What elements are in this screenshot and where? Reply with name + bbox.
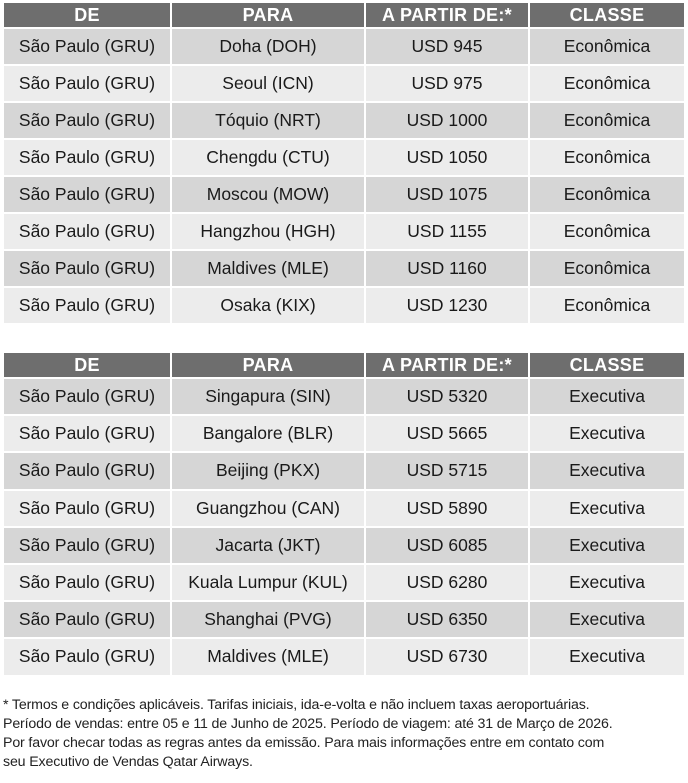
cell-from: São Paulo (GRU) xyxy=(4,64,170,101)
footnote-line: * Termos e condições aplicáveis. Tarifas iniciais, ida-e-volta e não incluem taxas aeroportuárias. xyxy=(3,697,590,713)
cell-price: USD 5665 xyxy=(364,414,528,451)
cell-class: Executiva xyxy=(528,414,684,451)
table-row xyxy=(4,489,684,526)
terms-footnote xyxy=(3,696,687,772)
header-price: A PARTIR DE:* xyxy=(364,353,528,377)
table-row xyxy=(4,600,684,637)
cell-price: USD 1155 xyxy=(364,212,528,249)
cell-to: Tóquio (NRT) xyxy=(170,101,364,138)
header-from: DE xyxy=(4,353,170,377)
cell-to: Singapura (SIN) xyxy=(170,377,364,414)
cell-price: USD 5320 xyxy=(364,377,528,414)
table-header-row xyxy=(4,353,684,377)
table-row xyxy=(4,27,684,64)
cell-price: USD 1075 xyxy=(364,175,528,212)
cell-class: Econômica xyxy=(528,101,684,138)
table-row xyxy=(4,212,684,249)
table-row xyxy=(4,451,684,488)
cell-price: USD 5890 xyxy=(364,489,528,526)
table-row xyxy=(4,637,684,674)
cell-to: Kuala Lumpur (KUL) xyxy=(170,563,364,600)
cell-to: Seoul (ICN) xyxy=(170,64,364,101)
footnote-line: Período de vendas: entre 05 e 11 de Junho de 2025. Período de viagem: até 31 de Março de 2026. xyxy=(3,716,613,732)
cell-price: USD 1160 xyxy=(364,249,528,286)
table-row xyxy=(4,175,684,212)
cell-from: São Paulo (GRU) xyxy=(4,377,170,414)
cell-from: São Paulo (GRU) xyxy=(4,637,170,674)
cell-price: USD 1230 xyxy=(364,286,528,323)
cell-class: Executiva xyxy=(528,526,684,563)
cell-class: Executiva xyxy=(528,600,684,637)
table-row xyxy=(4,414,684,451)
cell-class: Econômica xyxy=(528,249,684,286)
cell-price: USD 945 xyxy=(364,27,528,64)
cell-to: Maldives (MLE) xyxy=(170,637,364,674)
cell-class: Econômica xyxy=(528,64,684,101)
cell-from: São Paulo (GRU) xyxy=(4,489,170,526)
cell-class: Econômica xyxy=(528,27,684,64)
economy-fare-table xyxy=(4,3,684,323)
cell-from: São Paulo (GRU) xyxy=(4,101,170,138)
cell-from: São Paulo (GRU) xyxy=(4,526,170,563)
footnote-line: seu Executivo de Vendas Qatar Airways. xyxy=(3,754,253,770)
table-row xyxy=(4,286,684,323)
table-row xyxy=(4,249,684,286)
cell-to: Maldives (MLE) xyxy=(170,249,364,286)
cell-from: São Paulo (GRU) xyxy=(4,563,170,600)
cell-class: Executiva xyxy=(528,451,684,488)
header-from: DE xyxy=(4,3,170,27)
table-row xyxy=(4,101,684,138)
cell-to: Guangzhou (CAN) xyxy=(170,489,364,526)
cell-to: Hangzhou (HGH) xyxy=(170,212,364,249)
cell-class: Executiva xyxy=(528,637,684,674)
cell-price: USD 5715 xyxy=(364,451,528,488)
cell-class: Executiva xyxy=(528,489,684,526)
cell-from: São Paulo (GRU) xyxy=(4,286,170,323)
cell-class: Executiva xyxy=(528,377,684,414)
cell-price: USD 6280 xyxy=(364,563,528,600)
cell-to: Moscou (MOW) xyxy=(170,175,364,212)
cell-class: Econômica xyxy=(528,175,684,212)
cell-class: Econômica xyxy=(528,286,684,323)
cell-to: Beijing (PKX) xyxy=(170,451,364,488)
cell-to: Osaka (KIX) xyxy=(170,286,364,323)
cell-class: Executiva xyxy=(528,563,684,600)
header-class: CLASSE xyxy=(528,3,684,27)
business-fare-table xyxy=(4,353,684,675)
header-class: CLASSE xyxy=(528,353,684,377)
table-row xyxy=(4,377,684,414)
cell-from: São Paulo (GRU) xyxy=(4,138,170,175)
cell-from: São Paulo (GRU) xyxy=(4,212,170,249)
footnote-line: Por favor checar todas as regras antes da emissão. Para mais informações entre em contato com xyxy=(3,735,605,751)
cell-to: Doha (DOH) xyxy=(170,27,364,64)
cell-price: USD 975 xyxy=(364,64,528,101)
header-to: PARA xyxy=(170,3,364,27)
cell-price: USD 1000 xyxy=(364,101,528,138)
cell-from: São Paulo (GRU) xyxy=(4,414,170,451)
header-price: A PARTIR DE:* xyxy=(364,3,528,27)
header-to: PARA xyxy=(170,353,364,377)
cell-from: São Paulo (GRU) xyxy=(4,27,170,64)
cell-to: Jacarta (JKT) xyxy=(170,526,364,563)
table-row xyxy=(4,563,684,600)
cell-from: São Paulo (GRU) xyxy=(4,451,170,488)
cell-class: Econômica xyxy=(528,138,684,175)
cell-price: USD 6085 xyxy=(364,526,528,563)
cell-to: Bangalore (BLR) xyxy=(170,414,364,451)
table-header-row xyxy=(4,3,684,27)
table-row xyxy=(4,526,684,563)
cell-class: Econômica xyxy=(528,212,684,249)
cell-price: USD 6350 xyxy=(364,600,528,637)
cell-from: São Paulo (GRU) xyxy=(4,175,170,212)
cell-price: USD 1050 xyxy=(364,138,528,175)
cell-to: Chengdu (CTU) xyxy=(170,138,364,175)
table-row xyxy=(4,64,684,101)
cell-from: São Paulo (GRU) xyxy=(4,249,170,286)
cell-from: São Paulo (GRU) xyxy=(4,600,170,637)
cell-price: USD 6730 xyxy=(364,637,528,674)
table-row xyxy=(4,138,684,175)
cell-to: Shanghai (PVG) xyxy=(170,600,364,637)
